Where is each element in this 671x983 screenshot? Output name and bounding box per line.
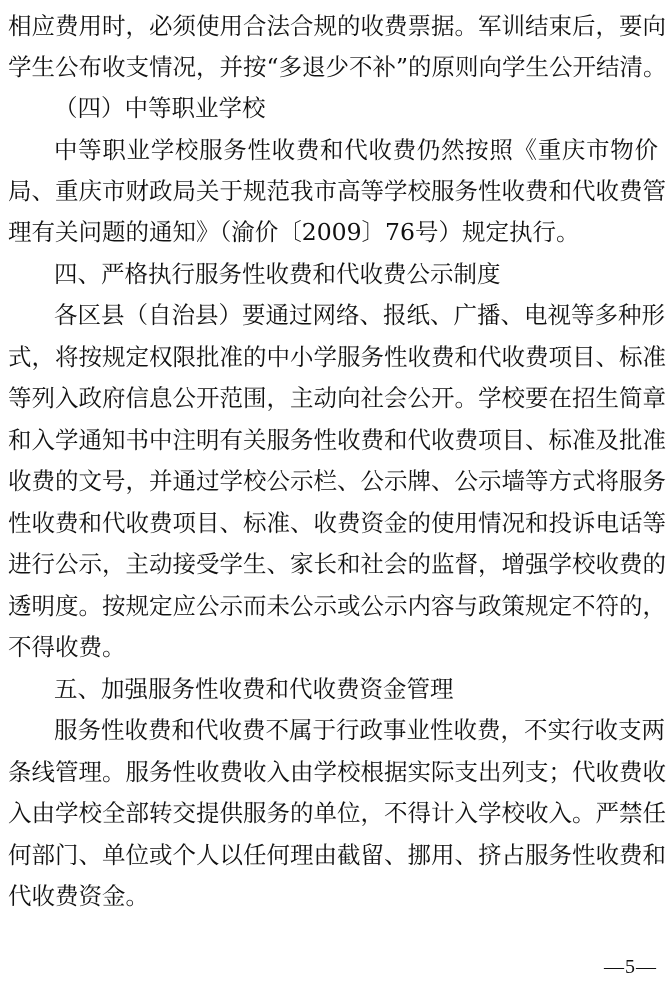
body-line: 和入学通知书中注明有关服务性收费和代收费项目、标准及批准 [8, 426, 666, 454]
body-line: 入由学校全部转交提供服务的单位，不得计入学校收入。严禁任 [8, 799, 666, 827]
body-line: 学生公布收支情况，并按“多退少不补”的原则向学生公开结清。 [8, 53, 667, 81]
body-line: 收费的文号，并通过学校公示栏、公示牌、公示墙等方式将服务 [8, 467, 666, 495]
body-line: 理有关问题的通知》（渝价〔2009〕76号）规定执行。 [8, 218, 580, 246]
body-line: 性收费和代收费项目、标准、收费资金的使用情况和投诉电话等 [8, 509, 666, 537]
body-line: 代收费资金。 [8, 882, 149, 910]
section-heading: 四、严格执行服务性收费和代收费公示制度 [54, 260, 501, 288]
body-line: 透明度。按规定应公示而未公示或公示内容与政策规定不符的， [8, 592, 666, 620]
paragraph-first-line: 服务性收费和代收费不属于行政事业性收费，不实行收支两 [54, 716, 665, 744]
body-line: 条线管理。服务性收费收入由学校根据实际支出列支；代收费收 [8, 758, 666, 786]
section-heading: （四）中等职业学校 [54, 94, 266, 122]
body-line: 何部门、单位或个人以任何理由截留、挪用、挤占服务性收费和 [8, 841, 666, 869]
section-heading: 五、加强服务性收费和代收费资金管理 [54, 675, 454, 703]
paragraph-first-line: 各区县（自治县）要通过网络、报纸、广播、电视等多种形 [54, 301, 665, 329]
page-number: —5— [604, 956, 657, 978]
body-line: 相应费用时，必须使用合法合规的收费票据。军训结束后，要向 [8, 12, 666, 40]
body-line: 进行公示，主动接受学生、家长和社会的监督，增强学校收费的 [8, 550, 666, 578]
body-line: 式，将按规定权限批准的中小学服务性收费和代收费项目、标准 [8, 343, 666, 371]
body-line: 局、重庆市财政局关于规范我市高等学校服务性收费和代收费管 [8, 177, 666, 205]
body-line: 等列入政府信息公开范围，主动向社会公开。学校要在招生简章 [8, 384, 666, 412]
paragraph-first-line: 中等职业学校服务性收费和代收费仍然按照《重庆市物价 [54, 136, 658, 164]
body-line: 不得收费。 [8, 633, 126, 661]
